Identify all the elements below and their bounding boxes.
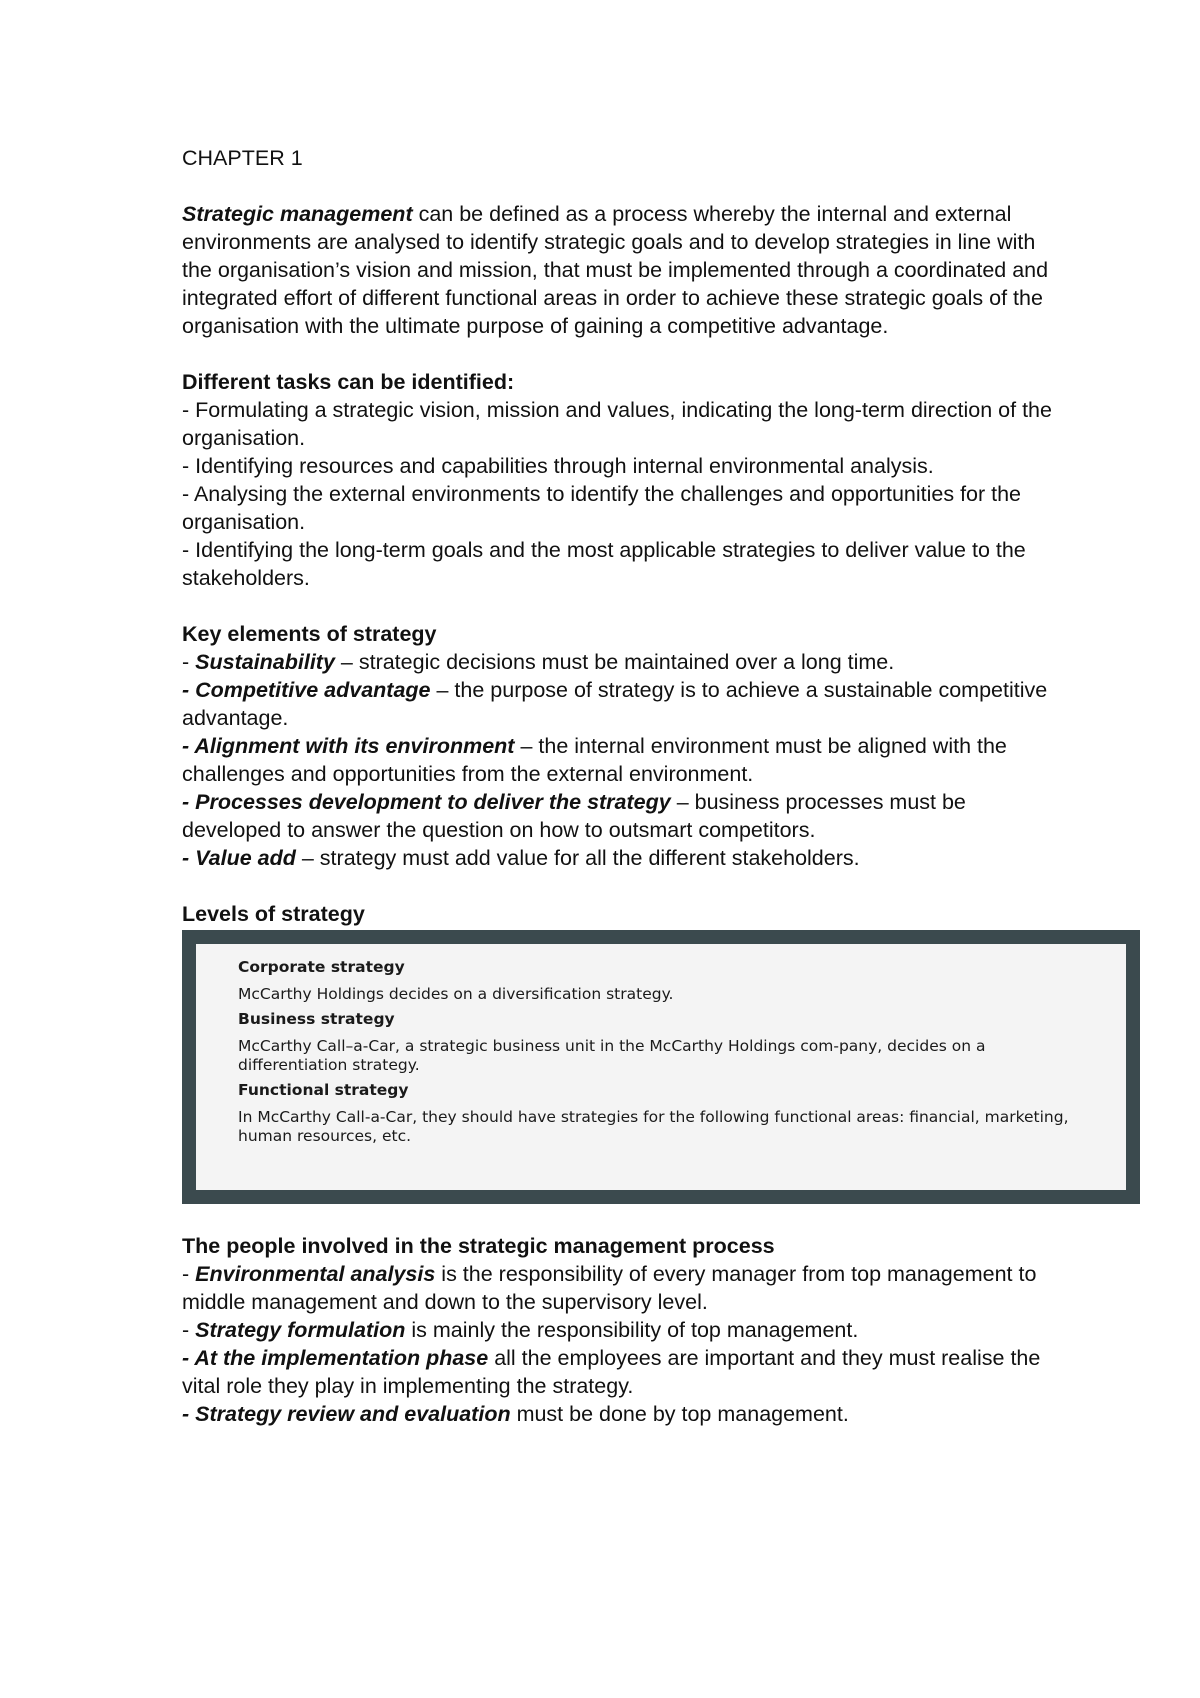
people-term: Strategy formulation [195,1318,406,1342]
people-prefix: - [182,1346,195,1370]
key-element-prefix: - [182,846,196,870]
key-elements-heading: Key elements of strategy [182,622,437,646]
chapter-title: CHAPTER 1 [182,146,303,170]
people-item [182,1344,1062,1400]
people-term: At the implementation phase [194,1346,489,1370]
people-prefix: - [182,1318,196,1342]
levels-heading: Levels of strategy [182,902,365,926]
key-element-item [182,844,1062,872]
definition-text: can be defined as a process whereby the internal and external environments are analysed to identify strategic goals and to develop strategies in line with the organisation’s vision and mission, that must be implemented through a coordinated and integrated effort of different functional areas in order to achieve these strategic goals of the organisation with the ultimate purpose of gaining a competitive advantage. [182,202,1049,338]
key-element-item [182,788,1062,844]
key-element-text: – the purpose of strategy is to achieve a sustainable competitive advantage. [182,678,1048,730]
task-item: - Formulating a strategic vision, mission and values, indicating the long-term direction of the organisation. [182,398,1052,450]
key-element-item [182,676,1062,732]
figure-level-title: Functional strategy [238,1081,409,1099]
definition-term: Strategic management [182,202,413,226]
key-element-item [182,732,1062,788]
key-element-item [182,648,1062,676]
definition-paragraph [182,200,1062,340]
key-element-text: – strategic decisions must be maintained over a long time. [334,650,895,674]
document-page [182,144,1142,1428]
task-item: - Analysing the external environments to identify the challenges and opportunities for the organisation. [182,482,1022,534]
people-text: all the employees are important and they must realise the vital role they play in implementing the strategy. [182,1346,1041,1398]
people-term: Environmental analysis [195,1262,436,1286]
key-element-term: Sustainability [195,650,335,674]
document-text [182,144,1062,928]
people-text: is mainly the responsibility of top management. [405,1318,859,1342]
key-element-prefix: - [182,734,195,758]
people-term: Strategy review and evaluation [195,1402,511,1426]
key-element-term: Alignment with its environment [194,734,515,758]
key-element-term: Competitive advantage [195,678,431,702]
key-element-term: Value add [195,846,296,870]
key-element-text: – the internal environment must be aligned with the challenges and opportunities from the external environment. [182,734,1007,786]
people-item [182,1260,1062,1316]
people-heading: The people involved in the strategic management process [182,1234,775,1258]
levels-of-strategy-figure [182,930,1140,1204]
people-text: must be done by top management. [510,1402,849,1426]
key-element-prefix: - [182,650,196,674]
figure-level-body: McCarthy Call–a-Car, a strategic business unit in the McCarthy Holdings com-pany, decides on a differentiation strategy. [238,1037,986,1074]
people-item [182,1316,1062,1344]
task-item: - Identifying resources and capabilities through internal environmental analysis. [182,454,934,478]
figure-panel [196,944,1126,1190]
people-prefix: - [182,1402,196,1426]
figure-level-body: McCarthy Holdings decides on a diversification strategy. [238,985,674,1003]
task-item: - Identifying the long-term goals and the most applicable strategies to deliver value to the stakeholders. [182,538,1026,590]
tasks-heading: Different tasks can be identified: [182,370,515,394]
figure-level-body: In McCarthy Call-a-Car, they should have strategies for the following functional areas: financial, marketing, human resources, etc. [238,1108,1069,1145]
people-item [182,1400,1062,1428]
people-prefix: - [182,1262,196,1286]
key-element-prefix: - [182,790,196,814]
people-section [182,1232,1062,1428]
figure-level-title: Business strategy [238,1010,395,1028]
key-element-text: – business processes must be developed to answer the question on how to outsmart competitors. [182,790,966,842]
key-element-term: Processes development to deliver the strategy [195,790,671,814]
key-element-prefix: - [182,678,196,702]
key-element-text: – strategy must add value for all the different stakeholders. [295,846,860,870]
figure-level-title: Corporate strategy [238,958,405,976]
people-text: is the responsibility of every manager from top management to middle management and down to the supervisory level. [182,1262,1037,1314]
